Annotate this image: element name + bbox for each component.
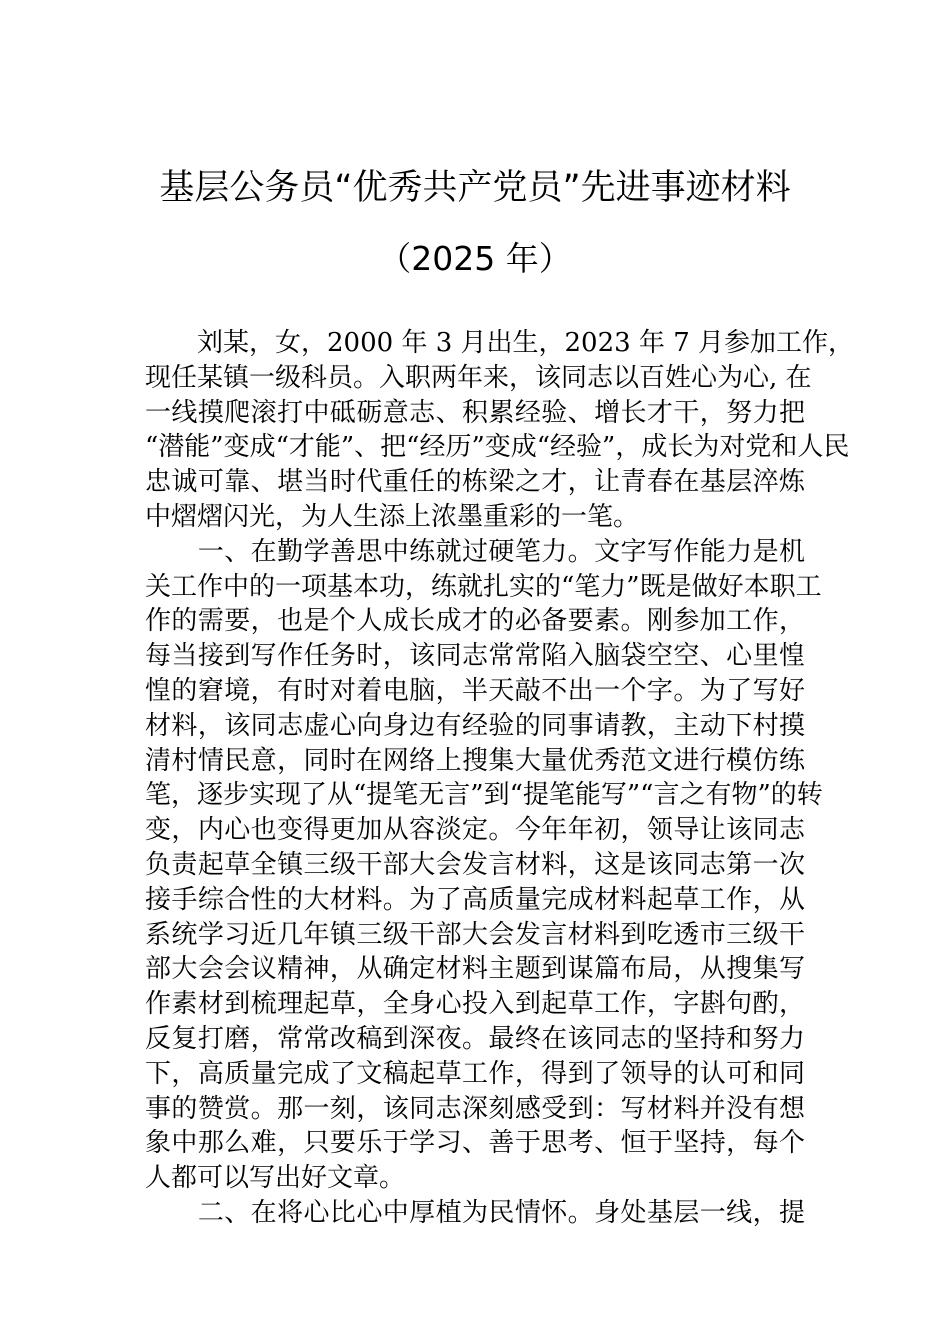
body-line: 一线摸爬滚打中砥砺意志、积累经验、增长才干，努力把 [145,397,805,428]
body-line: 现任某镇一级科员。入职两年来，该同志以百姓心为心, 在 [145,362,812,393]
body-line: 关工作中的一项基本功，练就扎实的“笔力”既是做好本职工 [145,571,822,602]
body-line: 事的赞赏。那一刻，该同志深刻感受到：写材料并没有想 [145,1093,805,1124]
body-line: 笔，逐步实现了从“提笔无言”到“提笔能写”“言之有物”的转 [145,780,823,811]
body-line: “潜能”变成“才能”、把“经历”变成“经验”，成长为对党和人民 [145,432,850,463]
document-subtitle: （2025 年） [378,239,572,278]
body-line: 一、在勤学善思中练就过硬笔力。文字写作能力是机 [145,536,805,567]
body-line: 接手综合性的大材料。为了高质量完成材料起草工作，从 [145,884,805,915]
body-line: 部大会会议精神，从确定材料主题到谋篇布局，从搜集写 [145,954,805,985]
body-line: 二、在将心比心中厚植为民情怀。身处基层一线，提 [145,1197,805,1228]
body-line: 反复打磨，常常改稿到深夜。最终在该同志的坚持和努力 [145,1023,805,1054]
body-line: 作素材到梳理起草，全身心投入到起草工作，字斟句酌， [145,989,805,1020]
body-line: 人都可以写出好文章。 [145,1163,406,1194]
document-title: 基层公务员“优秀共产党员”先进事迹材料 [159,168,791,208]
body-line: 每当接到写作任务时，该同志常常陷入脑袋空空、心里惶 [145,641,805,672]
body-line: 材料，该同志虚心向身边有经验的同事请教，主动下村摸 [145,710,805,741]
body-line: 清村情民意，同时在网络上搜集大量优秀范文进行模仿练 [145,745,805,776]
body-line: 象中那么难，只要乐于学习、善于思考、恒于坚持，每个 [145,1128,805,1159]
body-line: 忠诚可靠、堪当时代重任的栋梁之才，让青春在基层淬炼 [145,467,805,498]
document-body [145,326,855,1231]
body-line: 惶的窘境，有时对着电脑，半天敲不出一个字。为了写好 [145,675,805,706]
body-line: 负责起草全镇三级干部大会发言材料，这是该同志第一次 [145,849,805,880]
body-line: 中熠熠闪光，为人生添上浓墨重彩的一笔。 [145,501,640,532]
body-line: 系统学习近几年镇三级干部大会发言材料到吃透市三级干 [145,919,805,950]
body-line: 作的需要，也是个人成长成才的必备要素。刚参加工作， [145,606,805,637]
body-line: 变，内心也变得更加从容淡定。今年年初，领导让该同志 [145,815,805,846]
body-line: 下，高质量完成了文稿起草工作，得到了领导的认可和同 [145,1058,805,1089]
body-line: 刘某，女，2000 年 3 月出生，2023 年 7 月参加工作， [145,328,855,358]
